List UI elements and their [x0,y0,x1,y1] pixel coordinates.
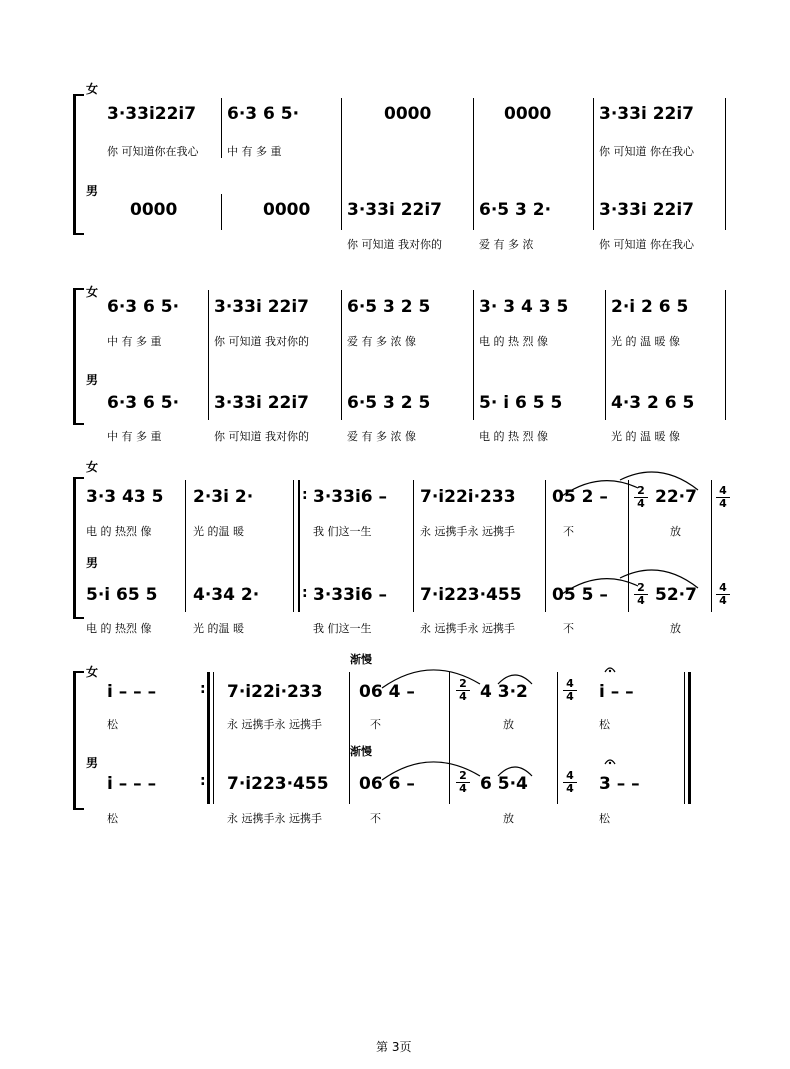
female-lyrics: 永 远携手永 远携手 [227,718,322,731]
male-measure: 3 – – [599,774,640,794]
female-measure: 6·3 6 5· [107,297,180,317]
barline [725,290,726,420]
male-measure: 0000 [263,200,311,220]
male-lyrics: 你 可知道 我对你的 [214,430,309,443]
female-measure: 2·i 2 6 5 [611,297,689,317]
female-measure: i – – [599,682,634,702]
male-lyrics: 光 的温 暖 [193,622,244,635]
barline [349,672,350,804]
female-measure: 3·33i22i7 [107,104,197,124]
female-voice-label: 女 [86,665,99,679]
male-measure: 3·33i 22i7 [599,200,695,220]
male-lyrics: 永 远携手永 远携手 [227,812,322,825]
tempo-marking: 渐慢 [350,745,372,758]
slur-tie [380,660,550,690]
male-lyrics: 电 的 热 烈 像 [479,430,548,443]
female-measure: 3·33i6 – [313,487,388,507]
repeat-start-barline [298,480,300,612]
barline [413,480,414,612]
female-measure: 3· 3 4 3 5 [479,297,569,317]
barline [449,672,450,804]
female-measure: 3·3 43 5 [86,487,164,507]
male-measure: 5· i 6 5 5 [479,393,563,413]
female-measure: 0000 [384,104,432,124]
female-lyrics: 我 们这一生 [313,525,372,538]
male-measure: 5·i 65 5 [86,585,158,605]
slur-tie [560,566,700,596]
female-lyrics: 中 有 多 重 [107,335,162,348]
female-measure: 2·3i 2· [193,487,254,507]
male-measure: 6·5 3 2· [479,200,552,220]
male-measure: 7·i223·455 [420,585,522,605]
male-voice-label: 男 [86,556,99,570]
female-lyrics: 放 [503,718,514,731]
male-measure: 4·3 2 6 5 [611,393,695,413]
female-lyrics: 松 [599,718,610,731]
female-lyrics: 爱 有 多 浓 像 [347,335,416,348]
female-lyrics: 不 [563,525,574,538]
barline [593,98,594,230]
female-measure: 7·i22i·233 [227,682,323,702]
male-lyrics: 你 可知道 你在我心 [599,238,694,251]
male-measure: 06 6 – [359,774,415,794]
time-signature: 2 4 [456,770,470,795]
female-lyrics: 电 的 热烈 像 [86,525,152,538]
female-measure: i – – – [107,682,157,702]
barline [221,194,222,230]
time-signature: 2 4 [634,485,648,510]
barline [185,480,186,612]
repeat-dots: : [200,681,206,697]
female-lyrics: 放 [670,525,681,538]
barline [293,480,294,612]
female-lyrics: 你 可知道你在我心 [107,145,199,158]
time-signature: 4 4 [716,582,730,607]
male-lyrics: 不 [563,622,574,635]
female-voice-label: 女 [86,82,99,96]
female-lyrics: 光 的 温 暖 像 [611,335,680,348]
system-bracket [73,288,84,425]
page-number: 第 3页 [376,1040,412,1054]
male-measure: 3·33i 22i7 [214,393,310,413]
system-bracket [73,477,84,619]
male-lyrics: 爱 有 多 浓 像 [347,430,416,443]
male-measure: 0000 [130,200,178,220]
male-measure: 6·3 6 5· [107,393,180,413]
male-lyrics: 不 [370,812,381,825]
female-lyrics: 你 可知道 我对你的 [214,335,309,348]
time-signature: 2 4 [634,582,648,607]
male-lyrics: 中 有 多 重 [107,430,162,443]
slur-tie [560,468,700,498]
barline [341,290,342,420]
male-lyrics: 光 的 温 暖 像 [611,430,680,443]
time-signature: 4 4 [563,678,577,703]
female-measure: 4 3·2 [480,682,528,702]
female-measure: 05 2 – [552,487,608,507]
male-measure: 6 5·4 [480,774,528,794]
female-lyrics: 松 [107,718,118,731]
fermata-icon [604,664,616,674]
repeat-dots: : [200,773,206,789]
male-measure: 4·34 2· [193,585,260,605]
male-lyrics: 松 [107,812,118,825]
barline [557,672,558,804]
barline [221,98,222,158]
male-voice-label: 男 [86,184,99,198]
barline [725,98,726,230]
slur-tie [380,752,550,782]
time-signature: 2 4 [456,678,470,703]
female-measure: 3·33i 22i7 [599,104,695,124]
female-lyrics: 中 有 多 重 [227,145,282,158]
barline [711,480,712,612]
female-lyrics: 电 的 热 烈 像 [479,335,548,348]
female-measure: 6·3 6 5· [227,104,300,124]
male-lyrics: 放 [503,812,514,825]
male-lyrics: 松 [599,812,610,825]
fermata-icon [604,756,616,766]
female-voice-label: 女 [86,285,99,299]
male-lyrics: 放 [670,622,681,635]
male-voice-label: 男 [86,373,99,387]
male-measure: 6·5 3 2 5 [347,393,431,413]
barline [213,672,214,804]
male-measure: 52·7 [655,585,697,605]
male-lyrics: 你 可知道 我对你的 [347,238,442,251]
female-lyrics: 不 [370,718,381,731]
barline [473,98,474,230]
repeat-end-barline [207,672,210,804]
barline [473,290,474,420]
female-measure: 0000 [504,104,552,124]
male-lyrics: 我 们这一生 [313,622,372,635]
system-bracket [73,671,84,810]
female-measure: 06 4 – [359,682,415,702]
male-lyrics: 电 的 热烈 像 [86,622,152,635]
male-lyrics: 爱 有 多 浓 [479,238,534,251]
system-bracket [73,94,84,235]
barline [341,98,342,230]
female-measure: 7·i22i·233 [420,487,516,507]
female-measure: 6·5 3 2 5 [347,297,431,317]
repeat-dots: : [302,585,308,601]
male-measure: 05 5 – [552,585,608,605]
barline [545,480,546,612]
female-measure: 22·7 [655,487,697,507]
female-lyrics: 光 的温 暖 [193,525,244,538]
male-measure: 3·33i6 – [313,585,388,605]
female-lyrics: 你 可知道 你在我心 [599,145,694,158]
male-measure: 3·33i 22i7 [347,200,443,220]
male-lyrics: 永 远携手永 远携手 [420,622,515,635]
time-signature: 4 4 [716,485,730,510]
tempo-marking: 渐慢 [350,653,372,666]
male-measure: i – – – [107,774,157,794]
barline [605,290,606,420]
female-lyrics: 永 远携手永 远携手 [420,525,515,538]
female-measure: 3·33i 22i7 [214,297,310,317]
male-measure: 7·i223·455 [227,774,329,794]
male-voice-label: 男 [86,756,99,770]
barline [208,290,209,420]
barline [684,672,685,804]
female-voice-label: 女 [86,460,99,474]
final-barline [688,672,691,804]
time-signature: 4 4 [563,770,577,795]
repeat-dots: : [302,487,308,503]
